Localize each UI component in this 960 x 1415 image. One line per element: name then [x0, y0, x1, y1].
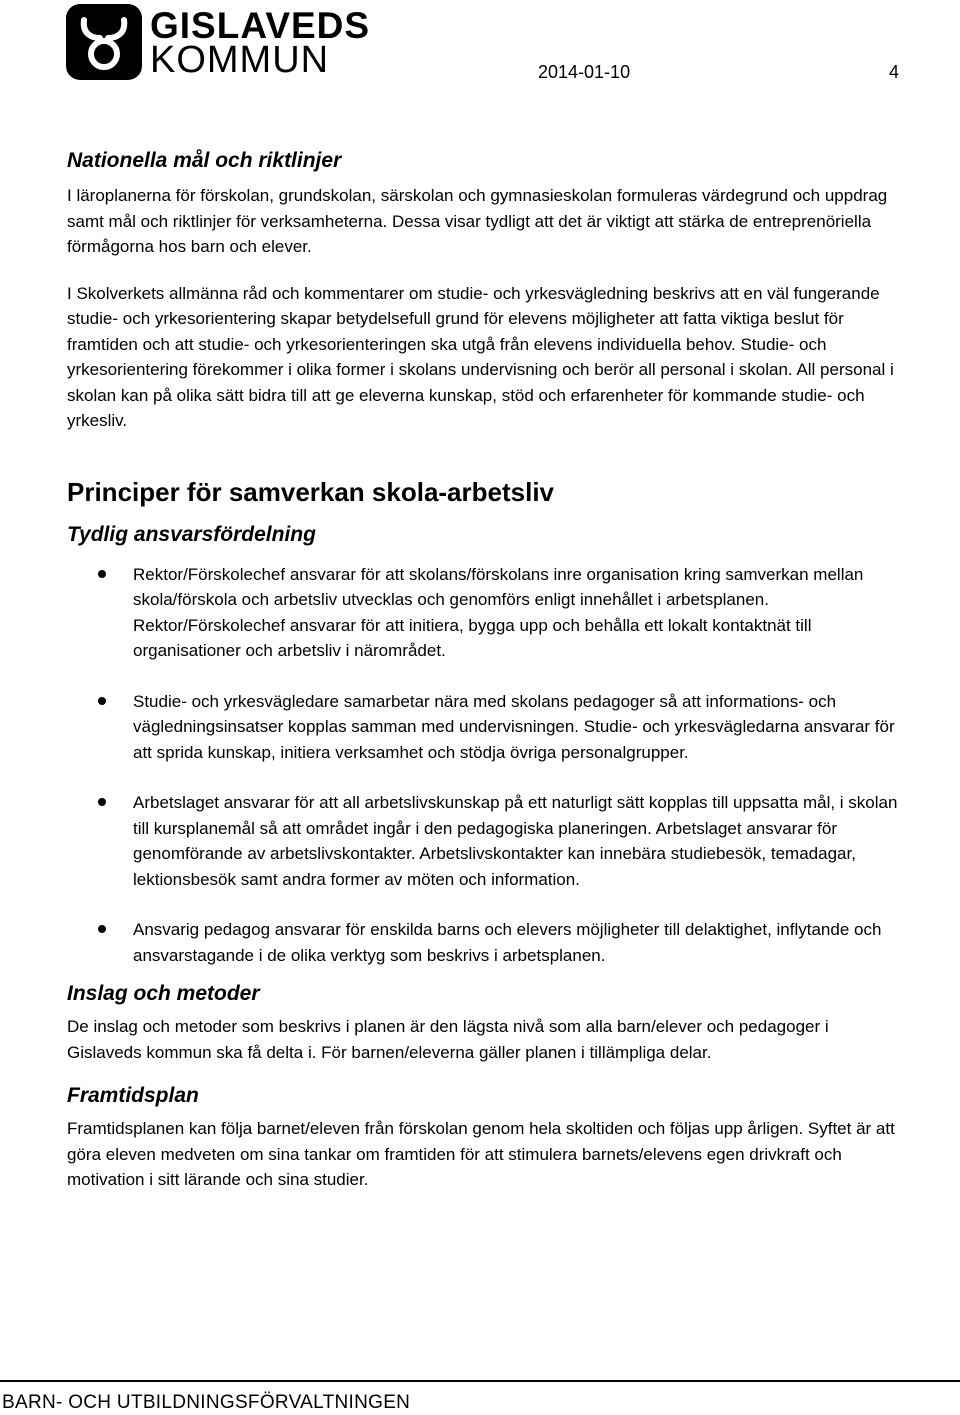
paragraph-nationella-1: I läroplanerna för förskolan, grundskolan, särskolan och gymnasieskolan formuleras värdegrund och uppdrag samt mål och riktlinjer för verksamheterna. Dessa visar tydligt att det är viktigt att stärka de entreprenöriella förmågorna hos barn och elever.	[67, 186, 888, 256]
logo	[66, 4, 371, 84]
bullet-icon	[98, 925, 106, 933]
paragraph-framtid: Framtidsplanen kan följa barnet/eleven från förskolan genom hela skoltiden och följas upp årligen. Syftet är att göra eleven medveten om sina tankar om framtiden för att stimulera barnets/elevens egen drivkraft och motivation i sitt lärande och sina studier.	[67, 1119, 895, 1189]
responsibility-list	[67, 562, 907, 969]
heading-ansvar: Tydlig ansvarsfördelning	[67, 522, 316, 546]
footer-text: BARN- OCH UTBILDNINGSFÖRVALTNINGEN	[2, 1392, 411, 1413]
list-item	[67, 562, 907, 664]
paragraph-inslag: De inslag och metoder som beskrivs i planen är den lägsta nivå som alla barn/elever och pedagoger i Gislaveds kommun ska få delta i. För barnen/eleverna gäller planen i tillämpliga delar.	[67, 1017, 829, 1062]
list-item	[67, 917, 907, 968]
bullet-icon	[98, 697, 106, 705]
list-item	[67, 689, 907, 766]
paragraph-nationella-2: I Skolverkets allmänna råd och kommentarer om studie- och yrkesvägledning beskrivs att en väl fungerande studie- och yrkesorientering skapar betydelsefull grund för elevens möjligheter att fatta viktiga beslut för framtiden och att studie- och yrkesorienteringen ska utgå från elevens individuella behov. Studie- och yrkesorientering förekommer i olika former i skolans undervisning och berör all personal i skolan. All personal i skolan kan på olika sätt bidra till att ge eleverna kunskap, stöd och erfarenheter för kommande studie- och yrkesliv.	[67, 283, 894, 430]
logo-line1: GISLAVEDS	[150, 5, 371, 46]
list-item	[67, 790, 907, 892]
bullet-icon	[98, 798, 106, 806]
heading-principer: Principer för samverkan skola-arbetsliv	[67, 476, 555, 507]
heading-framtid: Framtidsplan	[67, 1084, 199, 1107]
document-date: 2014-01-10	[538, 62, 631, 82]
ox-head-emblem-icon	[66, 4, 142, 80]
list-item-text: Ansvarig pedagog ansvarar för enskilda barns och elevers möjligheter till delaktighet, inflytande och ansvarstagande i de olika verktyg som beskrivs i arbetsplanen.	[133, 920, 882, 965]
list-item-text: Rektor/Förskolechef ansvarar för att skolans/förskolans inre organisation kring samverkan mellan skola/förskola och arbetsliv utvecklas och genomförs enligt innehållet i arbetsplanen. Rektor/Förskolechef ansvarar för att initiera, bygga upp och behålla ett lokalt kontaktnät till organisationer och arbetsliv i närområdet.	[133, 564, 864, 660]
list-item-text: Arbetslaget ansvarar för att all arbetslivskunskap på ett naturligt sätt kopplas till uppsatta mål, i skolan till kursplanemål så att området ingår i den pedagogiska planeringen. Arbetslaget ansvarar för genomförande av arbetslivskontakter. Arbetslivskontakter kan innebära studiebesök, temadagar, lektionsbesök samt andra former av möten och information.	[133, 793, 898, 889]
footer-divider	[0, 1380, 960, 1382]
logo-line2: KOMMUN	[150, 39, 330, 81]
document-body	[67, 148, 907, 1193]
heading-inslag: Inslag och metoder	[67, 982, 260, 1005]
heading-nationella: Nationella mål och riktlinjer	[67, 149, 342, 172]
list-item-text: Studie- och yrkesvägledare samarbetar nära med skolans pedagoger så att informations- och vägledningsinsatser kopplas samman med undervisningen. Studie- och yrkesvägledarna ansvarar för att sprida kunskap, initiera verksamhet och stödja övriga personalgrupper.	[133, 691, 895, 762]
page-number: 4	[889, 62, 900, 82]
bullet-icon	[98, 570, 106, 578]
